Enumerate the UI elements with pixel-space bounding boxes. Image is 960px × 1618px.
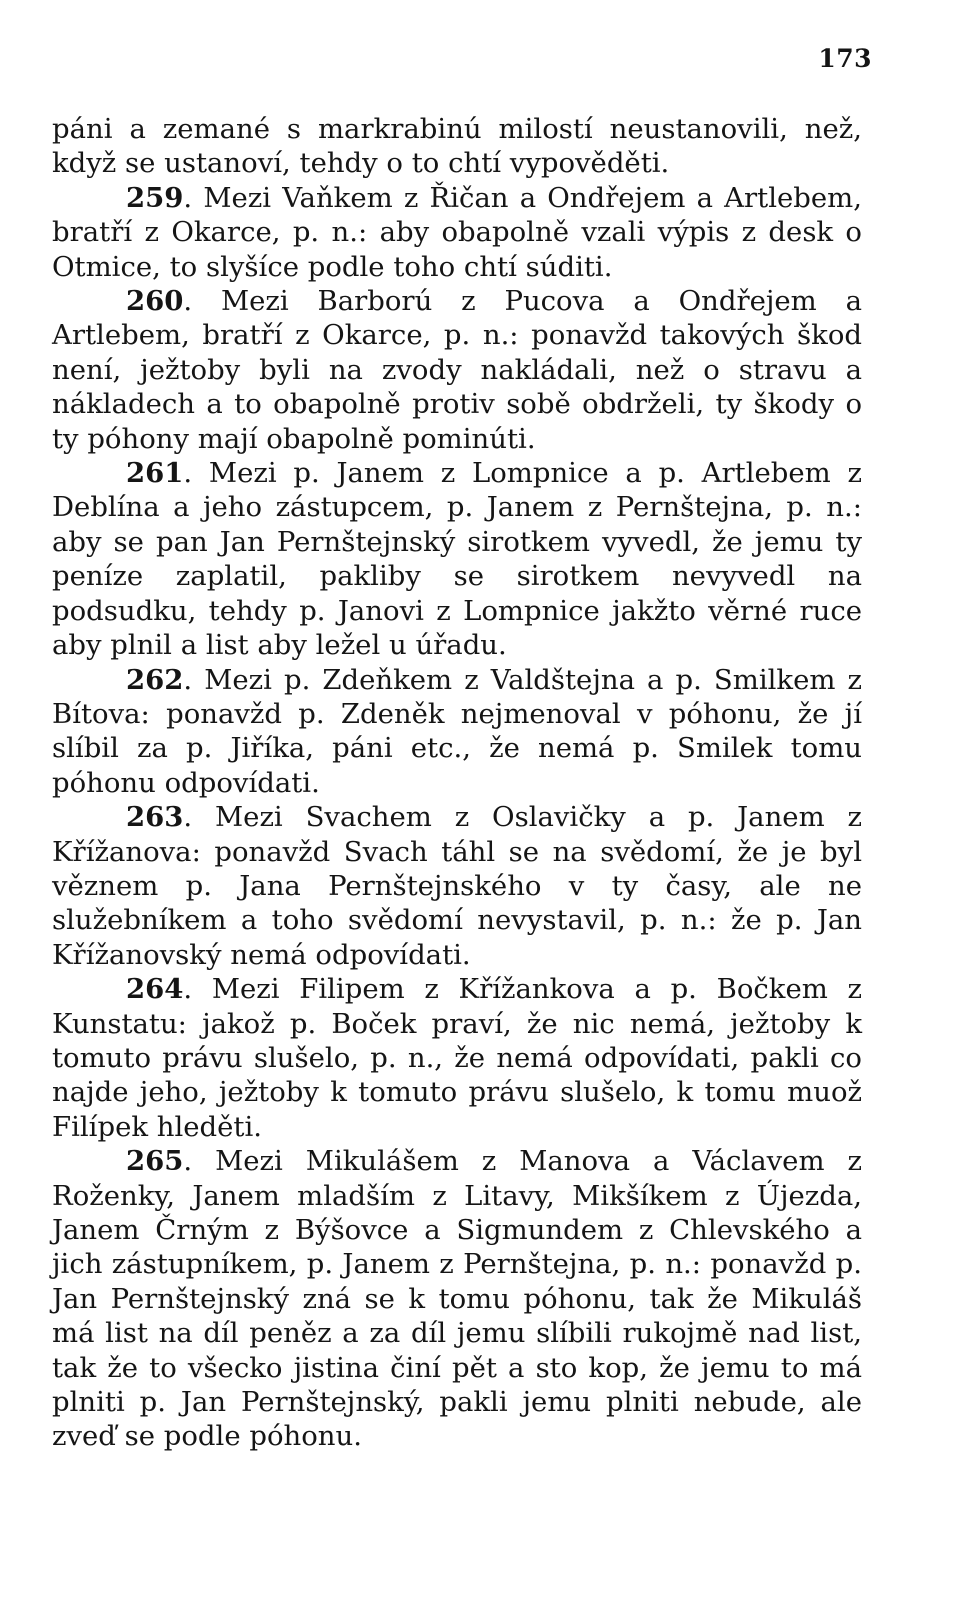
- entry-264: [52, 972, 862, 1144]
- entry-number: 265: [126, 1145, 184, 1178]
- entry-261: [52, 456, 862, 662]
- entry-265: [52, 1144, 862, 1454]
- entry-number: 262: [126, 663, 184, 696]
- entry-text: . Mezi Mikulášem z Manova a Václavem z Roženky, Janem mladším z Litavy, Mikšíkem z Újezda, Janem Črným z Býšovce a Sigmundem z Chlevského a jich zástupníkem, p. Janem z Pernštejna, p. n.: ponavžd p. Jan Pernštejnský zná se k tomu póhonu, tak že Mikuláš má list na díl peněz a za díl jemu slíbili rukojmě nad list, tak že to všecko jistina činí pět a sto kop, že jemu to má plniti p. Jan Pernštejnský, pakli jemu plniti nebude, ale zveď se podle póhonu.: [52, 1145, 862, 1453]
- paragraph-continuation: [52, 112, 862, 181]
- entry-number: 259: [126, 181, 184, 214]
- entry-263: [52, 800, 862, 972]
- entry-text: . Mezi Svachem z Oslavičky a p. Janem z Křížanova: ponavžd Svach táhl se na svědomí, že je byl věznem p. Jana Pernštejnského v ty časy, ale ne služebníkem a toho svědomí nevystavil, p. n.: že p. Jan Křížanovský nemá odpovídati.: [52, 801, 862, 971]
- entry-text: . Mezi Filipem z Křížankova a p. Bočkem z Kunstatu: jakož p. Boček praví, že nic nemá, ježtoby k tomuto právu slušelo, p. n., že nemá odpovídati, pakli co najde jeho, ježtoby k tomuto právu slušelo, k tomu muož Filípek hleděti.: [52, 973, 862, 1143]
- paragraph-text: páni a zemané s markrabinú milostí neustanovili, než, když se ustanoví, tehdy o to chtí vypověděti.: [52, 113, 862, 180]
- entry-text: . Mezi p. Zdeňkem z Valdštejna a p. Smilkem z Bítova: ponavžd p. Zdeněk nejmenoval v póhonu, že jí slíbil za p. Jiříka, páni etc., že nemá p. Smilek tomu póhonu odpovídati.: [52, 663, 862, 799]
- entry-text: . Mezi Barború z Pucova a Ondřejem a Artlebem, bratří z Okarce, p. n.: ponavžd takových škod není, ježtoby byli na zvody nakládali, než o stravu a nákladech a to obapolně protiv sobě obdrželi, ty škody o ty póhony mají obapolně pominúti.: [52, 285, 862, 455]
- entry-text: . Mezi Vaňkem z Řičan a Ondřejem a Artlebem, bratří z Okarce, p. n.: aby obapolně vzali výpis z desk o Otmice, to slyšíce podle toho chtí súditi.: [52, 181, 862, 283]
- entry-number: 263: [126, 801, 184, 834]
- page-text: [52, 112, 862, 1454]
- page-number: 173: [818, 44, 872, 73]
- entry-text: . Mezi p. Janem z Lompnice a p. Artlebem z Deblína a jeho zástupcem, p. Janem z Pernštejna, p. n.: aby se pan Jan Pernštejnský sirotkem vyvedl, že jemu ty peníze zaplatil, pakliby se sirotkem nevyvedl na podsudku, tehdy p. Janovi z Lompnice jakžto věrné ruce aby plnil a list aby ležel u úřadu.: [52, 457, 862, 662]
- entry-260: [52, 284, 862, 456]
- entry-number: 264: [126, 973, 184, 1006]
- entry-259: [52, 181, 862, 284]
- entry-number: 261: [126, 457, 184, 490]
- entry-262: [52, 663, 862, 801]
- entry-number: 260: [126, 285, 184, 318]
